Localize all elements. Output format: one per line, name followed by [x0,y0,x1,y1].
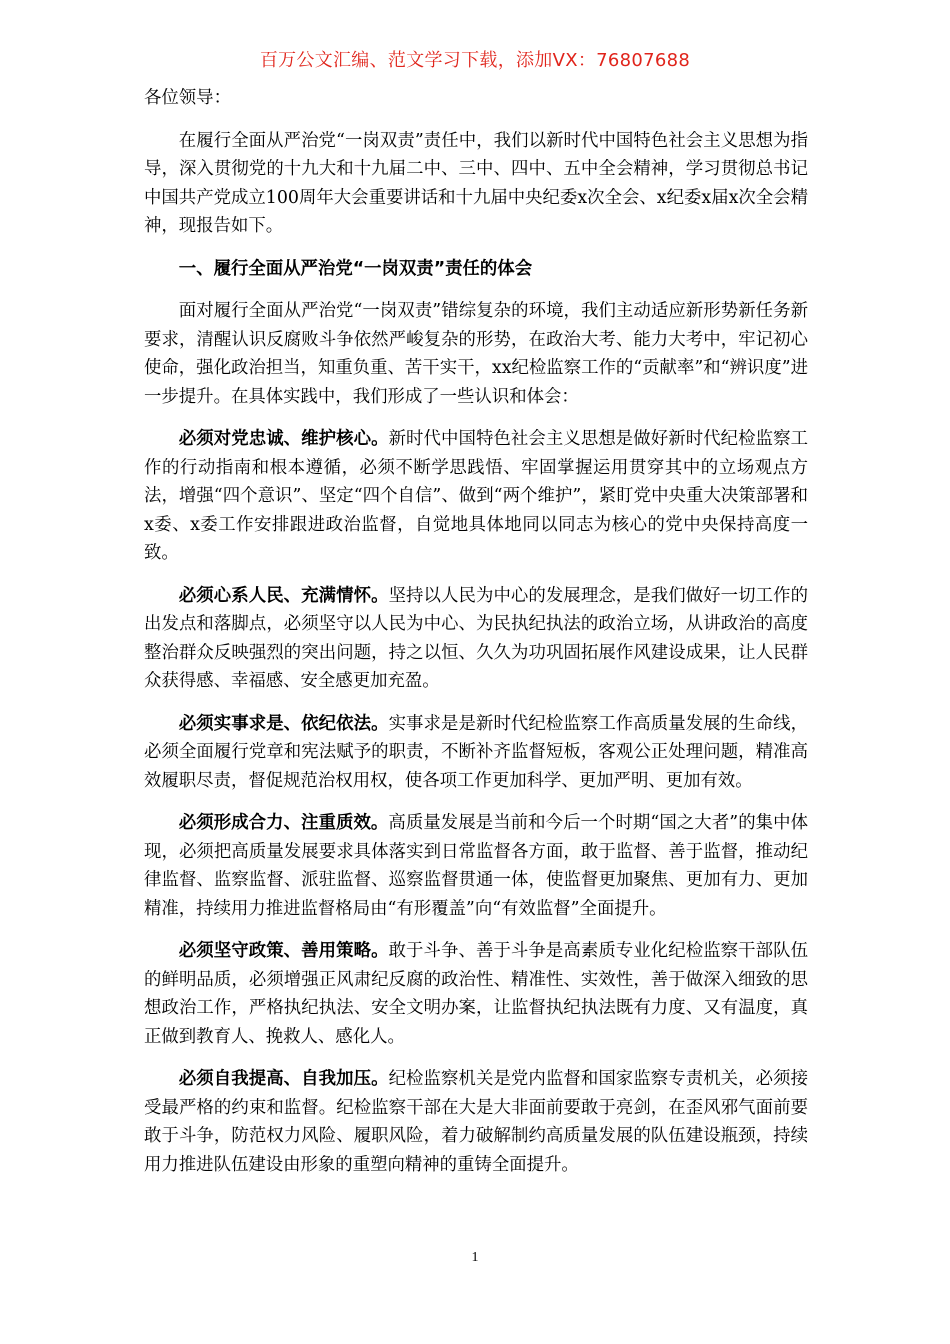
page-number: 1 [471,1250,479,1265]
intro-paragraph: 在履行全面从严治党“一岗双责”责任中，我们以新时代中国特色社会主义思想为指导，深入贯彻党的十九大和十九届二中、三中、四中、五中全会精神，学习贯彻总书记中国共产党成立100周年大会重要讲话和十九届中央纪委x次全会、x纪委x届x次全会精神，现报告如下。 [144,130,808,236]
point-paragraph [144,425,808,568]
point-body: 实事求是是新时代纪检监察工作高质量发展的生命线，必须全面履行党章和宪法赋予的职责，不断补齐监督短板，客观公正处理问题，精准高效履职尽责，督促规范治权用权，使各项工作更加科学、更加严明、更加有效。 [144,713,808,791]
point-lead: 必须形成合力、注重质效。 [178,813,389,833]
section-heading: 一、履行全面从严治党“一岗双责”责任的体会 [178,258,533,279]
point-lead: 必须心系人民、充满情怀。 [178,585,389,606]
salutation: 各位领导： [144,88,231,108]
point-body: 坚持以人民为中心的发展理念，是我们做好一切工作的出发点和落脚点，必须坚守以人民为中心、为民执纪执法的政治立场，从讲政治的高度整治群众反映强烈的突出问题，持之以恒、久久为功巩固拓展作风建设成果，让人民群众获得感、幸福感、安全感更加充盈。 [144,585,808,691]
point-lead: 必须对党忠诚、维护核心。 [178,429,389,449]
point-lead: 必须实事求是、依纪依法。 [178,713,389,734]
point-paragraph [144,582,808,696]
point-body: 高质量发展是当前和今后一个时期“国之大者”的集中体现，必须把高质量发展要求具体落实到日常监督各方面，敢于监督、善于监督，推动纪律监督、监察监督、派驻监督、巡察监督贯通一体，使监督更加聚焦、更加有力、更加精准，持续用力推进监督格局由“有形覆盖”向“有效监督”全面提升。 [144,813,808,919]
point-paragraph [144,937,808,1051]
point-body: 纪检监察机关是党内监督和国家监察专责机关，必须接受最严格的约束和监督。纪检监察干部在大是大非面前要敢于亮剑，在歪风邪气面前要敢于斗争，防范权力风险、履职风险，着力破解制约高质量发展的队伍建设瓶颈，持续用力推进队伍建设由形象的重塑向精神的重铸全面提升。 [144,1069,808,1175]
point-body: 敢于斗争、善于斗争是高素质专业化纪检监察干部队伍的鲜明品质，必须增强正风肃纪反腐的政治性、精准性、实效性，善于做深入细致的思想政治工作，严格执纪执法、安全文明办案，让监督执纪执法既有力度、又有温度，真正做到教育人、挽救人、感化人。 [144,941,808,1047]
point-lead: 必须自我提高、自我加压。 [178,1069,389,1089]
point-paragraph [144,809,808,923]
point-body: 新时代中国特色社会主义思想是做好新时代纪检监察工作的行动指南和根本遵循，必须不断学思践悟、牢固掌握运用贯穿其中的立场观点方法，增强“四个意识”、坚定“四个自信”、做到“两个维护”，紧盯党中央重大决策部署和x委、x委工作安排跟进政治监督，自觉地具体地同以同志为核心的党中央保持高度一致。 [144,429,808,563]
section-intro-paragraph: 面对履行全面从严治党“一岗双责”错综复杂的环境，我们主动适应新形势新任务新要求，清醒认识反腐败斗争依然严峻复杂的形势，在政治大考、能力大考中，牢记初心使命，强化政治担当，知重负重、苦干实干，xx纪检监察工作的“贡献率”和“辨识度”进一步提升。在具体实践中，我们形成了一些认识和体会： [144,301,808,407]
watermark-banner: 百万公文汇编、范文学习下载，添加VX：76807688 [259,50,691,71]
point-lead: 必须坚守政策、善用策略。 [178,941,389,961]
document-body [144,84,808,1193]
point-paragraph [144,1065,808,1179]
point-paragraph [144,710,808,796]
